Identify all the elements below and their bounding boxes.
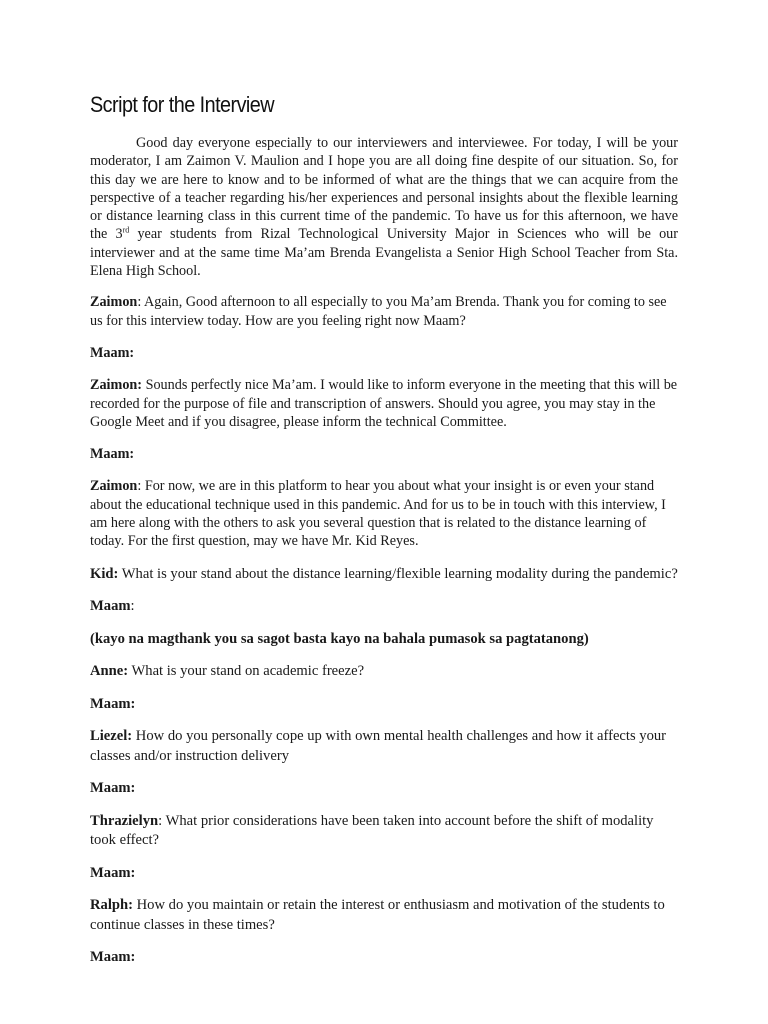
dialogue-line: [90, 695, 678, 715]
speaker-name: Maam:: [90, 344, 135, 361]
dialogue-text: What is your stand on academic freeze?: [131, 663, 365, 680]
speaker-name: Maam:: [90, 864, 136, 881]
document-body: [90, 134, 678, 981]
speaker-name: Maam:: [90, 446, 135, 463]
ordinal-superscript: rd: [122, 225, 130, 235]
intro-paragraph: [90, 134, 678, 280]
dialogue-text: What prior considerations have been taken into account before the shift of modality took effect?: [90, 812, 654, 849]
speaker-name: Maam: [90, 598, 131, 615]
speaker-separator: :: [158, 812, 166, 829]
dialogue-line: [90, 727, 678, 766]
dialogue-line: [90, 896, 678, 935]
stage-direction: (kayo na magthank you sa sagot basta kayo na bahala pumasok sa pagtatanong): [90, 630, 589, 647]
speaker-name: Kid:: [90, 565, 119, 582]
dialogue-line: [90, 376, 678, 431]
page-title: Script for the Interview: [90, 92, 275, 117]
dialogue-line: [90, 344, 678, 362]
speaker-name: Maam:: [90, 695, 136, 712]
dialogue-text: Sounds perfectly nice Ma’am. I would like to inform everyone in the meeting that this will be recorded for the purpose of file and transcription of answers. Should you agree, you may stay in the Google Meet and if you disagree, please inform the technical Committee.: [90, 377, 678, 430]
speaker-separator: :: [137, 294, 145, 311]
speaker-name: Liezel:: [90, 728, 133, 745]
speaker-name: Zaimon: [90, 478, 138, 495]
dialogue-line: [90, 864, 678, 884]
dialogue-line: [90, 445, 678, 463]
speaker-separator: :: [130, 598, 135, 615]
speaker-name: Maam:: [90, 949, 136, 966]
speaker-name: Ralph:: [90, 897, 133, 914]
intro-text-part-2: year students from Rizal Technological University Major in Sciences who will be our interviewer and at the same time Ma’am Brenda Evangelista a Senior High School Teacher from Sta. Elena High School.: [90, 226, 678, 280]
dialogue-line: [90, 597, 678, 617]
dialogue-text: How do you maintain or retain the interest or enthusiasm and motivation of the students to continue classes in these times?: [90, 897, 665, 933]
dialogue-line: [90, 948, 678, 968]
speaker-name: Zaimon: [90, 294, 138, 311]
dialogue-line: [90, 477, 678, 550]
dialogue-text: How do you personally cope up with own mental health challenges and how it affects your classes and/or instruction delivery: [90, 728, 667, 764]
speaker-name: Anne:: [90, 663, 129, 680]
speaker-separator: :: [137, 478, 145, 495]
dialogue-text: What is your stand about the distance learning/flexible learning modality during the pandemic?: [121, 565, 678, 582]
intro-text-part-1: Good day everyone especially to our interviewers and interviewee. For today, I will be your moderator, I am Zaimon V. Maulion and I hope you are all doing fine despite of our situation. So, for this day we are here to know and to be informed of what are the things that we can acquire from the perspective of a teacher regarding his/her experiences and personal insights about the flexible learning or distance learning class in this current time of the pandemic. To have us for this afternoon, we have the 3: [90, 135, 678, 243]
dialogue-line: [90, 779, 678, 799]
dialogue-text: Again, Good afternoon to all especially to you Ma’am Brenda. Thank you for coming to see us for this interview today. How are you feeling right now Maam?: [90, 294, 667, 329]
dialogue-line: [90, 812, 678, 851]
dialogue-line: [90, 293, 678, 330]
speaker-name: Zaimon:: [90, 377, 143, 394]
dialogue-line: [90, 565, 678, 585]
speaker-name: Thrazielyn: [90, 812, 159, 829]
speaker-name: Maam:: [90, 780, 136, 797]
dialogue-text: For now, we are in this platform to hear you about what your insight is or even your stand about the educational technique used in this pandemic. And for us to be in touch with this interview, I am here along with the others to ask you several question that is related to the distance learning of today. For the first question, may we have Mr. Kid Reyes.: [90, 478, 666, 550]
dialogue-line: [90, 662, 678, 682]
